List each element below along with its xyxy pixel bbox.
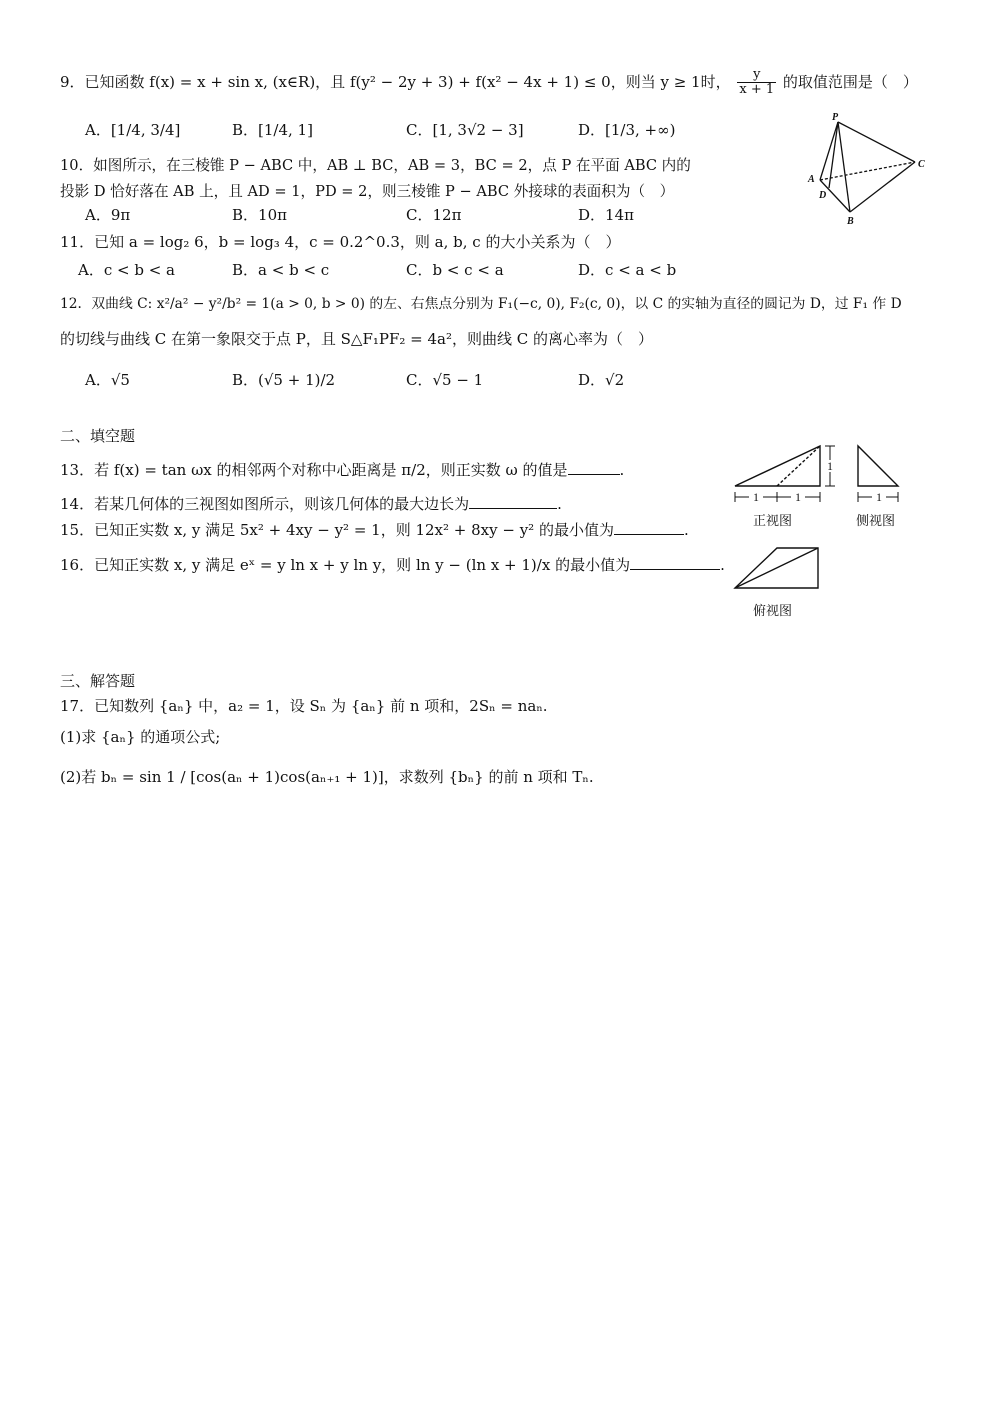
q13-stem: 13．若 f(x) = tan ωx 的相邻两个对称中心距离是 π/2，则正实数 ω 的值是 . [60,461,625,479]
front-dim-label-height: 1 [827,459,833,473]
q9-stem: 9．已知函数 f(x) = x + sin x, (x∈R)，且 f(y² − 2y + 3) + f(x² − 4x + 1) ≤ 0，则当 y ≥ 1时， $\frac{y}{x + 1}$ 的取值范围是（ ） [60,67,918,98]
q17-part1: (1)求 {aₙ} 的通项公式; [60,728,221,746]
edge-ac [820,162,915,180]
q9-option-c[interactable]: C．[1, 3√2 − 3] [406,121,524,139]
top-view-diagonal [735,548,818,588]
label-c: C [918,159,925,170]
q13-answer-blank[interactable] [568,459,620,475]
side-view-figure [852,440,907,508]
pyramid-figure [805,112,930,227]
q11-option-c[interactable]: C．b < c < a [406,261,504,279]
q11-option-d[interactable]: D．c < a < b [578,261,677,279]
q10-option-a[interactable]: A．9π [85,206,131,224]
label-b: B [847,216,854,227]
front-dim-label-left: 1 [753,490,759,504]
side-dim-label: 1 [876,490,882,504]
section-answer-title: 三、解答题 [60,672,136,690]
q9-option-d[interactable]: D．[1/3, +∞) [578,121,676,139]
q16-stem: 16．已知正实数 x, y 满足 eˣ = y ln x + y ln y，则 ln y − (ln x + 1)/x 的最小值为 . [60,556,725,574]
q12-line1: 12．双曲线 C: x²/a² − y²/b² = 1(a > 0, b > 0) 的左、右焦点分别为 F₁(−c, 0), F₂(c, 0)，以 C 的实轴为直径的圆记为 D，过 F₁ 作 D [60,296,902,312]
q9-option-a[interactable]: A．[1/4, 3/4] [85,121,181,139]
front-view-figure [730,440,845,508]
side-view-triangle [858,446,898,486]
q16-answer-blank[interactable] [630,554,720,570]
edge-pa [820,122,838,180]
top-view-figure [730,542,825,594]
q10-option-c[interactable]: C．12π [406,206,462,224]
q10-option-d[interactable]: D．14π [578,206,634,224]
q15-stem: 15．已知正实数 x, y 满足 5x² + 4xy − y² = 1，则 12x² + 8xy − y² 的最小值为 . [60,521,689,539]
front-dim-label-right: 1 [795,490,801,504]
q15-answer-blank[interactable] [614,519,684,535]
q12-option-d[interactable]: D．√2 [578,371,625,389]
q17-part2: (2)若 bₙ = sin 1 / [cos(aₙ + 1)cos(aₙ₊₁ + 1)]，求数列 {bₙ} 的前 n 项和 Tₙ. [60,768,594,786]
top-view-caption: 俯视图 [753,604,793,619]
q14-answer-blank[interactable] [469,493,557,509]
q14-stem: 14．若某几何体的三视图如图所示，则该几何体的最大边长为 . [60,495,562,513]
q10-line2: 投影 D 恰好落在 AB 上，且 AD = 1，PD = 2，则三棱锥 P − ABC 外接球的表面积为（ ） [60,183,675,200]
edge-bc [850,162,915,212]
front-view-triangle [735,446,820,486]
edge-pc [838,122,915,162]
front-view-caption: 正视图 [753,514,793,529]
section-fill-in-title: 二、填空题 [60,427,136,445]
label-d: D [819,190,827,201]
q9-fraction: $\frac{y}{x + 1}$ [739,67,775,98]
label-p: P [832,112,839,123]
front-view-hidden-edge [777,446,820,486]
q12-option-c[interactable]: C．√5 − 1 [406,371,484,389]
q11-stem: 11．已知 a = log₂ 6，b = log₃ 4，c = 0.2^0.3，则 a, b, c 的大小关系为（ ） [60,233,621,251]
q17-stem: 17．已知数列 {aₙ} 中，a₂ = 1，设 Sₙ 为 {aₙ} 前 n 项和，2Sₙ = naₙ. [60,697,548,715]
label-a: A [808,174,815,185]
q12-option-b[interactable]: B．(√5 + 1)/2 [232,371,336,389]
q11-option-b[interactable]: B．a < b < c [232,261,330,279]
q10-option-b[interactable]: B．10π [232,206,287,224]
q11-option-a[interactable]: A．c < b < a [78,261,175,279]
q9-option-b[interactable]: B．[1/4, 1] [232,121,313,139]
edge-pb [838,122,850,212]
side-view-caption: 侧视图 [856,514,896,529]
q10-line1: 10．如图所示，在三棱锥 P − ABC 中，AB ⊥ BC，AB = 3，BC = 2，点 P 在平面 ABC 内的 [60,157,691,174]
q12-option-a[interactable]: A．√5 [85,371,130,389]
q12-line2: 的切线与曲线 C 在第一象限交于点 P，且 S△F₁PF₂ = 4a²，则曲线 C 的离心率为（ ） [60,330,654,348]
